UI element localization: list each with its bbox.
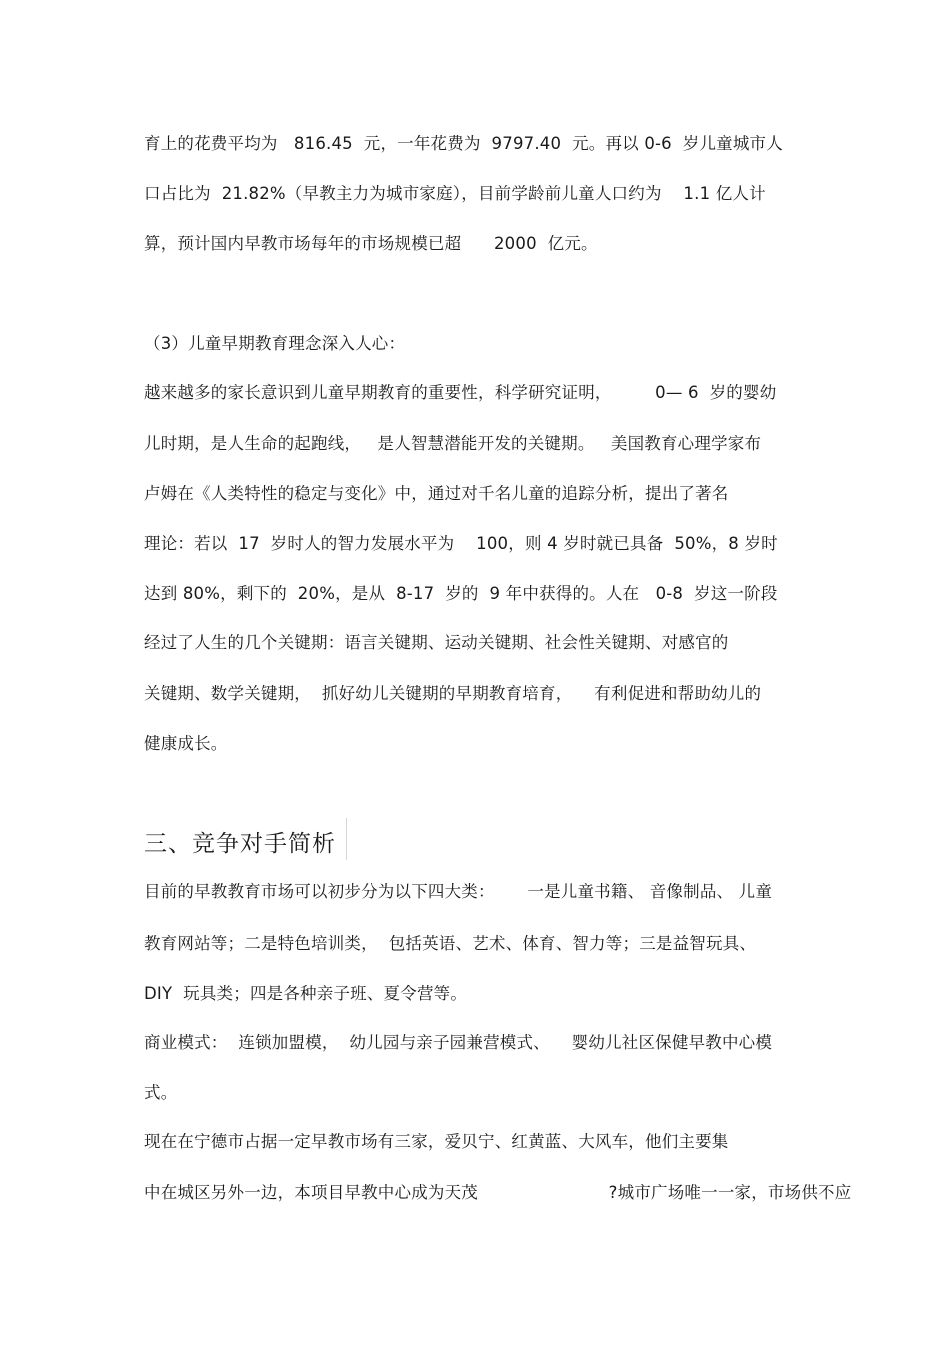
business-model-line-2: 式。: [144, 1083, 178, 1102]
concept-subheading: （3）儿童早期教育理念深入人心：: [144, 334, 406, 353]
market-size-line-2: 口占比为 21.82%（早教主力为城市家庭），目前学龄前儿童人口约为 1.1 亿人计: [144, 184, 766, 203]
concept-line-5: 达到 80%，剩下的 20%，是从 8-17 岁的 9 年中获得的。人在 0-8 岁这一阶段: [144, 584, 778, 603]
heading-divider: [346, 818, 347, 860]
concept-line-7: 关键期、数学关键期， 抓好幼儿关键期的早期教育培育， 有利促进和帮助幼儿的: [144, 684, 762, 703]
section-heading: 三、竞争对手简析: [144, 831, 336, 857]
business-model-line-1: 商业模式： 连锁加盟模， 幼儿园与亲子园兼营模式、 婴幼儿社区保健早教中心模: [144, 1033, 773, 1052]
concept-line-2: 儿时期，是人生命的起跑线， 是人智慧潜能开发的关键期。 美国教育心理学家布: [144, 434, 762, 453]
categories-line-2: 教育网站等；二是特色培训类， 包括英语、艺术、体育、智力等；三是益智玩具、: [144, 934, 757, 953]
market-size-line-1: 育上的花费平均为 816.45 元，一年花费为 9797.40 元。再以 0-6 岁儿童城市人: [144, 134, 783, 153]
concept-line-1: 越来越多的家长意识到儿童早期教育的重要性，科学研究证明， 0— 6 岁的婴幼: [144, 383, 777, 402]
concept-line-8: 健康成长。: [144, 734, 228, 753]
competitors-line-2: 中在城区另外一边，本项目早教中心成为天茂 ?城市广场唯一一家，市场供不应: [144, 1183, 852, 1202]
concept-line-4: 理论：若以 17 岁时人的智力发展水平为 100，则 4 岁时就已具备 50%，8 岁时: [144, 534, 778, 553]
categories-line-3: DIY 玩具类；四是各种亲子班、夏令营等。: [144, 984, 468, 1003]
concept-line-6: 经过了人生的几个关键期：语言关键期、运动关键期、社会性关键期、对感官的: [144, 633, 729, 652]
competitors-line-1: 现在在宁德市占据一定早教市场有三家，爱贝宁、红黄蓝、大风车，他们主要集: [144, 1132, 729, 1151]
concept-line-3: 卢姆在《人类特性的稳定与变化》中，通过对千名儿童的追踪分析，提出了著名: [144, 484, 729, 503]
market-size-line-3: 算，预计国内早教市场每年的市场规模已超 2000 亿元。: [144, 234, 598, 253]
categories-line-1: 目前的早教教育市场可以初步分为以下四大类： 一是儿童书籍、 音像制品、 儿童: [144, 882, 773, 901]
